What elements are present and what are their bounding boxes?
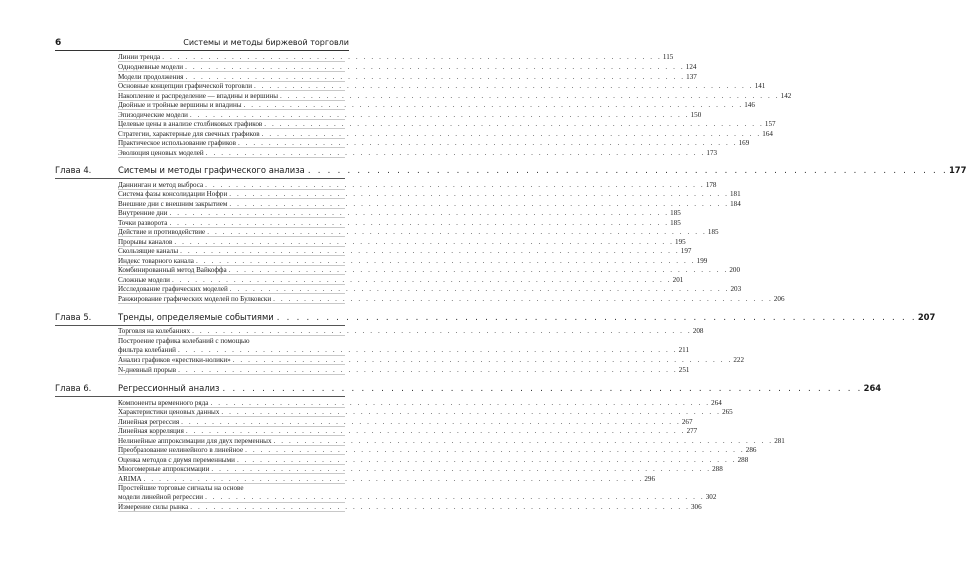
toc-entry-line <box>118 73 697 82</box>
dot-leader: . . . . . . . . . . . . . . . . . . . . . . . . . . . . . . . . . . . . . . . . . . . . . . . . . . . . . . . . . . . . . . . . . <box>245 446 745 454</box>
dot-leader: . . . . . . . . . . . . . . . . . . . . . . . . . . . . . . . . . . . . . . . . . . . . . . . . . . . . . . . . . . . . . . . . . <box>276 312 917 322</box>
toc-entry <box>118 503 702 512</box>
dot-leader: . . . . . . . . . . . . . . . . . . . . . . . . . . . . . . . . . . . . . . . . . . . . . . . . . . . . . . . . . . . . . . . . . <box>169 209 670 217</box>
toc-page-number: 142 <box>780 92 792 100</box>
toc-entry-title: Скользящие каналы <box>118 247 179 255</box>
toc-page-number: 185 <box>670 219 681 227</box>
toc-entry <box>118 238 686 247</box>
toc-page-number: 288 <box>737 456 749 464</box>
dot-leader: . . . . . . . . . . . . . . . . . . . . . . . . . . . . . . . . . . . . . . . . . . . . . . . . . . . . . . . . . . . . . . . . . <box>261 130 762 138</box>
toc-page-number: 173 <box>706 149 718 157</box>
toc-entry <box>118 356 745 365</box>
toc-page-number: 206 <box>773 295 785 303</box>
toc-page-number: 203 <box>730 285 742 293</box>
toc-entry <box>118 73 697 82</box>
dot-leader: . . . . . . . . . . . . . . . . . . . . . . . . . . . . . . . . . . . . . . . . . . . . . . . . . . . . . . . . . . . . . . . . . <box>221 408 722 416</box>
toc-entry-title: Оценка методов с двумя переменными <box>118 456 235 464</box>
toc-entry-title: N-дневный прорыв <box>118 366 177 374</box>
toc-page-number: 195 <box>675 238 686 246</box>
toc-entry <box>118 327 704 336</box>
toc-entry-title: Система фазы консолидации Нофри <box>118 190 228 198</box>
running-title: Системы и методы биржевой торговли <box>183 38 349 47</box>
toc-entry-title: Действие и противодействие <box>118 228 206 236</box>
toc-entry-line <box>118 111 702 120</box>
toc-entry-line <box>118 456 749 465</box>
toc-entry <box>118 475 655 484</box>
dot-leader: . . . . . . . . . . . . . . . . . . . . . . . . . . . . . . . . . . . . . . . . . . . . . . . . . . . . . . . . . . . . . . . . . <box>229 285 730 293</box>
toc-entry-line <box>118 503 702 512</box>
toc-entry-title: Точки разворота <box>118 219 168 227</box>
toc-entry-line <box>118 200 741 209</box>
dot-leader: . . . . . . . . . . . . . . . . . . . . . . . . . . . . . . . . . . . . . . . . . . . . . . . . . . . . . . . . . . . . . . . . . <box>181 418 681 426</box>
dot-leader: . . . . . . . . . . . . . . . . . . . . . . . . . . . . . . . . . . . . . . . . . . . . . . . . . . . . . . . . . . . . . . . . . <box>229 190 729 198</box>
dot-leader: . . . . . . . . . . . . . . . . . . . . . . . . . . . . . . . . . . . . . . . . . . . . . . . . . . . . . . . . . . . . . . . . . <box>210 399 711 407</box>
toc-entry <box>118 92 792 101</box>
chapter-page-number: 177 <box>948 165 966 175</box>
dot-leader: . . . . . . . . . . . . . . . . . . . . . . . . . . . . . . . . . . . . . . . . . . . . . . . . . . . . . . . . . . . . . . . . . <box>205 181 705 189</box>
toc-page-number: 288 <box>712 465 723 473</box>
toc-entry-line <box>118 475 655 484</box>
toc-entry-title: Накопление и распределение — впадины и вершины <box>118 92 278 100</box>
toc-entry-line <box>118 427 698 436</box>
toc-entry-line <box>118 149 718 158</box>
toc-entry-line <box>118 266 741 275</box>
toc-entry-line <box>118 120 776 129</box>
toc-page-number: 302 <box>705 493 717 502</box>
toc-page-number: 141 <box>754 82 766 90</box>
chapter-rule <box>55 325 345 326</box>
chapter-label: Глава 4. <box>55 165 92 175</box>
toc-page-number: 169 <box>738 139 750 147</box>
dot-leader: . . . . . . . . . . . . . . . . . . . . . . . . . . . . . . . . . . . . . . . . . . . . . . . . . . . . . . . . . . . . . . . . . <box>307 165 948 175</box>
toc-entry-title: Многомерные аппроксимации <box>118 465 210 473</box>
toc-page-number: 181 <box>729 190 741 198</box>
dot-leader: . . . . . . . . . . . . . . . . . . . . . . . . . . . . . . . . . . . . . . . . . . . . . . . . . . . . . . . . . . . . . . . . . <box>228 266 729 274</box>
toc-entry <box>118 200 741 209</box>
dot-leader: . . . . . . . . . . . . . . . . . . . . . . . . . . . . . . . . . . . . . . . . . . . . . . . . . . . . . . . . . . . . . . . . . <box>174 238 675 246</box>
toc-entry-line <box>118 92 792 101</box>
toc-entry <box>118 209 681 218</box>
toc-page-number: 281 <box>774 437 785 445</box>
toc-entry-line <box>118 139 750 148</box>
toc-page-number: 277 <box>686 427 698 435</box>
toc-entry-line <box>118 437 785 446</box>
toc-entry-line <box>118 446 757 455</box>
toc-page-number: 286 <box>745 446 757 454</box>
toc-entry-line <box>118 327 704 336</box>
dot-leader: . . . . . . . . . . . . . . . . . . . . . . . . . . . . . . . . . . . . . . . . . . . . . . . . . . . . . . . . . . . . . . . . . <box>243 101 744 109</box>
toc-entry <box>118 63 697 72</box>
toc-entry-line <box>118 238 686 247</box>
toc-entry-title: Практическое использование графиков <box>118 139 236 147</box>
toc-entry-title: Линейная корреляция <box>118 427 184 435</box>
dot-leader: . . . . . . . . . . . . . . . . . . . . . . . . . . . . . . . . . . . . . . . . . . . . . . . . . . . . . . . . . . . . . . . . . <box>237 139 738 147</box>
toc-entry-line <box>118 399 722 408</box>
toc-entry-line <box>118 219 681 228</box>
toc-entry <box>118 484 717 503</box>
dot-leader: . . . . . . . . . . . . . . . . . . . . . . . . . . . . . . . . . . . . . . . . . . . . . . . . . . . . . . . . . . . . . . . . . <box>254 82 754 90</box>
chapter-heading <box>55 165 966 176</box>
toc-entry-line <box>118 130 773 139</box>
dot-leader: . . . . . . . . . . . . . . . . . . . . . . . . . . . . . . . . . . . . . . . . . . . . . . . . . . . . . . . . . . . . . . . . . <box>143 475 644 483</box>
toc-entry-title: Двойные и тройные вершины и впадины <box>118 101 242 109</box>
dot-leader: . . . . . . . . . . . . . . . . . . . . . . . . . . . . . . . . . . . . . . . . . . . . . . . . . . . . . . . . . . . . . . . . . <box>192 327 692 335</box>
toc-entry <box>118 53 674 62</box>
dot-leader: . . . . . . . . . . . . . . . . . . . . . . . . . . . . . . . . . . . . . . . . . . . . . . . . . . . . . . . . . . . . . . . . . <box>205 149 706 157</box>
toc-entry <box>118 427 698 436</box>
dot-leader: . . . . . . . . . . . . . . . . . . . . . . . . . . . . . . . . . . . . . . . . . . . . . . . . . . . . . . . . . . . . . . . . . <box>205 493 705 502</box>
toc-entry-line <box>118 247 692 256</box>
toc-entry-line <box>118 285 742 294</box>
toc-entry-title: Внутренние дни <box>118 209 168 217</box>
toc-entry-title: Даннинган и метод выброса <box>118 181 204 189</box>
chapter-label: Глава 5. <box>55 312 92 322</box>
toc-page-number: 306 <box>690 503 702 511</box>
toc-page-number: 178 <box>705 181 717 189</box>
toc-entry-title: Построение графика колебаний с помощью <box>118 337 250 345</box>
toc-page-number: 197 <box>680 247 692 255</box>
toc-entry-title: Компоненты временного ряда <box>118 399 209 407</box>
toc-entry-title: Однодневные модели <box>118 63 184 71</box>
toc-entry-line <box>118 101 755 110</box>
toc-page-number: 185 <box>707 228 719 236</box>
chapter-title: Системы и методы графического анализа <box>118 165 305 175</box>
toc-entry <box>118 139 750 148</box>
toc-entry-title-continued: модели линейной регрессии <box>118 493 204 502</box>
dot-leader: . . . . . . . . . . . . . . . . . . . . . . . . . . . . . . . . . . . . . . . . . . . . . . . . . . . . . . . . . . . . . . . . . <box>273 437 774 445</box>
toc-page-number: 265 <box>722 408 733 416</box>
toc-entry <box>118 266 741 275</box>
toc-entry-line <box>118 209 681 218</box>
toc-entry-line <box>118 63 697 72</box>
dot-leader: . . . . . . . . . . . . . . . . . . . . . . . . . . . . . . . . . . . . . . . . . . . . . . . . . . . . . . . . . . . . . . . . . <box>162 53 662 61</box>
chapter-heading <box>55 312 936 323</box>
toc-entry-title: Целевые цены в анализе столбиковых графиков <box>118 120 263 128</box>
dot-leader: . . . . . . . . . . . . . . . . . . . . . . . . . . . . . . . . . . . . . . . . . . . . . . . . . . . . . . . . . . . . . . . . . <box>178 366 678 374</box>
toc-page-number: 201 <box>672 276 684 284</box>
toc-page-number: 150 <box>690 111 702 119</box>
toc-entry-title: Простейшие торговые сигналы на основе <box>118 484 244 492</box>
chapter-title: Тренды, определяемые событиями <box>118 312 274 322</box>
toc-entry-line <box>118 366 690 375</box>
toc-entry <box>118 399 722 408</box>
dot-leader: . . . . . . . . . . . . . . . . . . . . . . . . . . . . . . . . . . . . . . . . . . . . . . . . . . . . . . . . . . . . . . . . . <box>207 228 707 236</box>
toc-entry-title: Нелинейные аппроксимации для двух переменных <box>118 437 272 445</box>
toc-page-number: 185 <box>670 209 681 217</box>
toc-page-number: 296 <box>644 475 655 483</box>
dot-leader: . . . . . . . . . . . . . . . . . . . . . . . . . . . . . . . . . . . . . . . . . . . . . . . . . . . . . . . . . . . . . . . . . <box>232 356 733 364</box>
dot-leader: . . . . . . . . . . . . . . . . . . . . . . . . . . . . . . . . . . . . . . . . . . . . . . . . . . . . . . . . . . . . . . . . . <box>177 346 678 355</box>
dot-leader: . . . . . . . . . . . . . . . . . . . . . . . . . . . . . . . . . . . . . . . . . . . . . . . . . . . . . . . . . . . . . . . . . <box>180 247 680 255</box>
toc-entry-line <box>118 418 693 427</box>
dot-leader: . . . . . . . . . . . . . . . . . . . . . . . . . . . . . . . . . . . . . . . . . . . . . . . . . . . . . . . . . . . . . . . . . <box>185 427 686 435</box>
toc-page-number: 199 <box>696 257 708 265</box>
dot-leader: . . . . . . . . . . . . . . . . . . . . . . . . . . . . . . . . . . . . . . . . . . . . . . . . . . . . . . . . . . . . . . . . . <box>171 276 672 284</box>
chapter-rule <box>55 178 345 179</box>
toc-entry-title: Линии тренда <box>118 53 161 61</box>
toc-entry <box>118 247 692 256</box>
dot-leader: . . . . . . . . . . . . . . . . . . . . . . . . . . . . . . . . . . . . . . . . . . . . . . . . . . . . . . . . . . . . . . . . . <box>185 63 685 71</box>
toc-entry-title: Ранжирование графических моделей по Булковски <box>118 295 272 303</box>
toc-entry-line <box>118 484 345 493</box>
toc-entry-line <box>118 53 674 62</box>
toc-entry-title: Эпизодические модели <box>118 111 188 119</box>
dot-leader: . . . . . . . . . . . . . . . . . . . . . . . . . . . . . . . . . . . . . . . . . . . . . . . . . . . . . . . . . . . . . . . . . <box>273 295 773 303</box>
toc-entry-title: Исследование графических моделей <box>118 285 228 293</box>
toc-entry-title: Анализ графиков «крестики-нолики» <box>118 356 231 364</box>
toc-entry-line <box>118 257 708 266</box>
toc-page-number: 208 <box>692 327 704 335</box>
toc-entry-title: Внешние дни с внешним закрытием <box>118 200 228 208</box>
toc-entry <box>118 337 690 356</box>
dot-leader: . . . . . . . . . . . . . . . . . . . . . . . . . . . . . . . . . . . . . . . . . . . . . . . . . . . . . . . . . . . . . . . . . <box>169 219 670 227</box>
page-number: 6 <box>55 38 62 48</box>
toc-entry-title: Характеристики ценовых данных <box>118 408 220 416</box>
toc-entry-line <box>118 337 345 346</box>
toc-entry <box>118 295 785 304</box>
toc-page-number: 251 <box>678 366 690 374</box>
dot-leader: . . . . . . . . . . . . . . . . . . . . . . . . . . . . . . . . . . . . . . . . . . . . . . . . . . . . . . . . . . . . . . . . . <box>236 456 737 464</box>
chapter-page-number: 264 <box>863 383 882 393</box>
toc-page-number: 222 <box>733 356 745 364</box>
toc-page-number: 264 <box>711 399 722 407</box>
chapter-heading <box>55 383 882 394</box>
chapter-label: Глава 6. <box>55 383 92 393</box>
toc-page-number: 157 <box>764 120 776 128</box>
toc-entry-title: Линейная регрессия <box>118 418 180 426</box>
toc-entry-title: Измерение силы рынка <box>118 503 189 511</box>
toc-entry <box>118 276 684 285</box>
toc-page-number: 200 <box>729 266 741 274</box>
toc-page-number: 146 <box>744 101 755 109</box>
toc-entry-title: Торговля на колебаниях <box>118 327 191 335</box>
toc-entry-line <box>118 82 766 91</box>
toc-page-number: 267 <box>681 418 693 426</box>
toc-entry-line <box>118 190 741 199</box>
toc-entry-title: Модели продолжения <box>118 73 184 81</box>
toc-entry <box>118 465 723 474</box>
toc-entry <box>118 446 757 455</box>
toc-page-number: 211 <box>678 346 690 355</box>
toc-entry <box>118 437 785 446</box>
chapter-rule <box>55 396 345 397</box>
toc-entry-line <box>118 181 717 190</box>
dot-leader: . . . . . . . . . . . . . . . . . . . . . . . . . . . . . . . . . . . . . . . . . . . . . . . . . . . . . . . . . . . . . . . . . <box>279 92 780 100</box>
toc-entry-line <box>118 408 733 417</box>
toc-entry-title: Прорывы каналов <box>118 238 173 246</box>
dot-leader: . . . . . . . . . . . . . . . . . . . . . . . . . . . . . . . . . . . . . . . . . . . . . . . . . . . . . . . . . . . . . . . . . <box>185 73 686 81</box>
toc-entry <box>118 111 702 120</box>
dot-leader: . . . . . . . . . . . . . . . . . . . . . . . . . . . . . . . . . . . . . . . . . . . . . . . . . . . . . . . . . . . . . . . . . <box>195 257 696 265</box>
toc-page-number: 164 <box>762 130 773 138</box>
toc-entry-line <box>118 228 719 237</box>
toc-entry-line <box>118 276 684 285</box>
header-rule <box>55 50 349 51</box>
toc-entry-title: Комбинированный метод Вайкоффа <box>118 266 227 274</box>
toc-page-number: 124 <box>685 63 697 71</box>
toc-entry-title: ARIMA <box>118 475 142 483</box>
toc-entry <box>118 285 742 294</box>
toc-entry <box>118 181 717 190</box>
dot-leader: . . . . . . . . . . . . . . . . . . . . . . . . . . . . . . . . . . . . . . . . . . . . . . . . . . . . . . . . . . . . . . . . . <box>264 120 764 128</box>
dot-leader: . . . . . . . . . . . . . . . . . . . . . . . . . . . . . . . . . . . . . . . . . . . . . . . . . . . . . . . . . . . . . . . . . <box>189 111 690 119</box>
toc-entry-line <box>118 465 723 474</box>
toc-entry <box>118 456 749 465</box>
toc-entry <box>118 418 693 427</box>
toc-entry <box>118 101 755 110</box>
dot-leader: . . . . . . . . . . . . . . . . . . . . . . . . . . . . . . . . . . . . . . . . . . . . . . . . . . . . . . . . . . . . . . . . . <box>211 465 712 473</box>
toc-entry-title: Преобразование нелинейного в линейное <box>118 446 244 454</box>
toc-entry-title: Основные концепции графической торговли <box>118 82 252 90</box>
toc-entry <box>118 257 708 266</box>
toc-entry <box>118 120 776 129</box>
toc-entry-title: Сложные модели <box>118 276 170 284</box>
toc-entry <box>118 190 741 199</box>
toc-entry <box>118 82 766 91</box>
toc-entry <box>118 228 719 237</box>
toc-entry <box>118 366 690 375</box>
toc-entry <box>118 408 733 417</box>
toc-entry-title: Индекс товарного канала <box>118 257 194 265</box>
toc-page-number: 184 <box>730 200 741 208</box>
toc-entry-line <box>118 356 745 365</box>
toc-entry-line <box>118 493 717 502</box>
dot-leader: . . . . . . . . . . . . . . . . . . . . . . . . . . . . . . . . . . . . . . . . . . . . . . . . . . . . . . . . . . . . . . . . . <box>190 503 690 511</box>
toc-page-number: 115 <box>662 53 674 61</box>
dot-leader: . . . . . . . . . . . . . . . . . . . . . . . . . . . . . . . . . . . . . . . . . . . . . . . . . . . . . . . . . . . . . . . . . <box>229 200 730 208</box>
toc-entry-line <box>118 346 690 355</box>
chapter-title: Регрессионный анализ <box>118 383 220 393</box>
toc-entry-title-continued: фильтра колебаний <box>118 346 176 355</box>
chapter-page-number: 207 <box>917 312 936 322</box>
toc-entry-line <box>118 295 785 304</box>
toc-entry <box>118 219 681 228</box>
toc-entry <box>118 130 773 139</box>
toc-entry-title: Стратегии, характерные для свечных графиков <box>118 130 260 138</box>
dot-leader: . . . . . . . . . . . . . . . . . . . . . . . . . . . . . . . . . . . . . . . . . . . . . . . . . . . . . . . . . . . . . . . . . <box>222 383 863 393</box>
toc-page-number: 137 <box>686 73 697 81</box>
toc-entry <box>118 149 718 158</box>
toc-entry-title: Эволюция ценовых моделей <box>118 149 204 157</box>
